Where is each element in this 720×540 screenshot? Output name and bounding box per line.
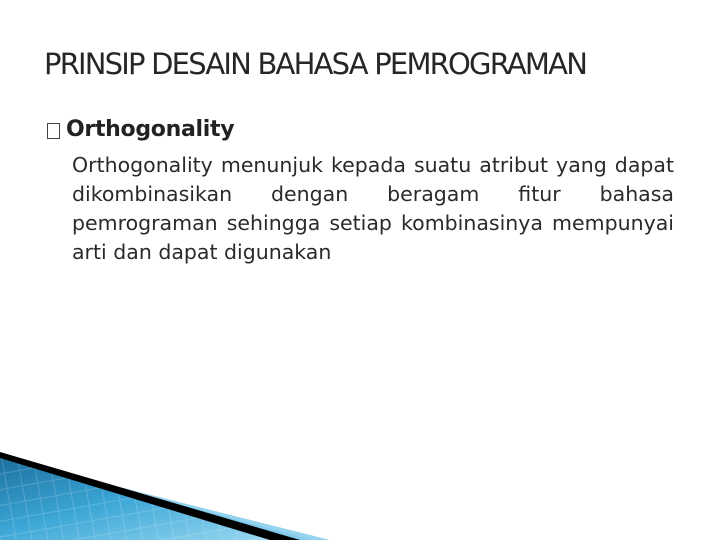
slide-title: PRINSIP DESAIN BAHASA PEMROGRAMAN [44,47,587,81]
square-bullet-icon [47,123,60,139]
bullet-body-text: Orthogonality menunjuk kepada suatu atribut yang dapat dikombinasikan dengan beragam fitur bahasa pemrograman sehingga setiap kombinasinya mempunyai arti dan dapat digunakan [72,153,674,264]
bullet-row [47,117,234,142]
bullet-heading: Orthogonality [66,117,235,142]
